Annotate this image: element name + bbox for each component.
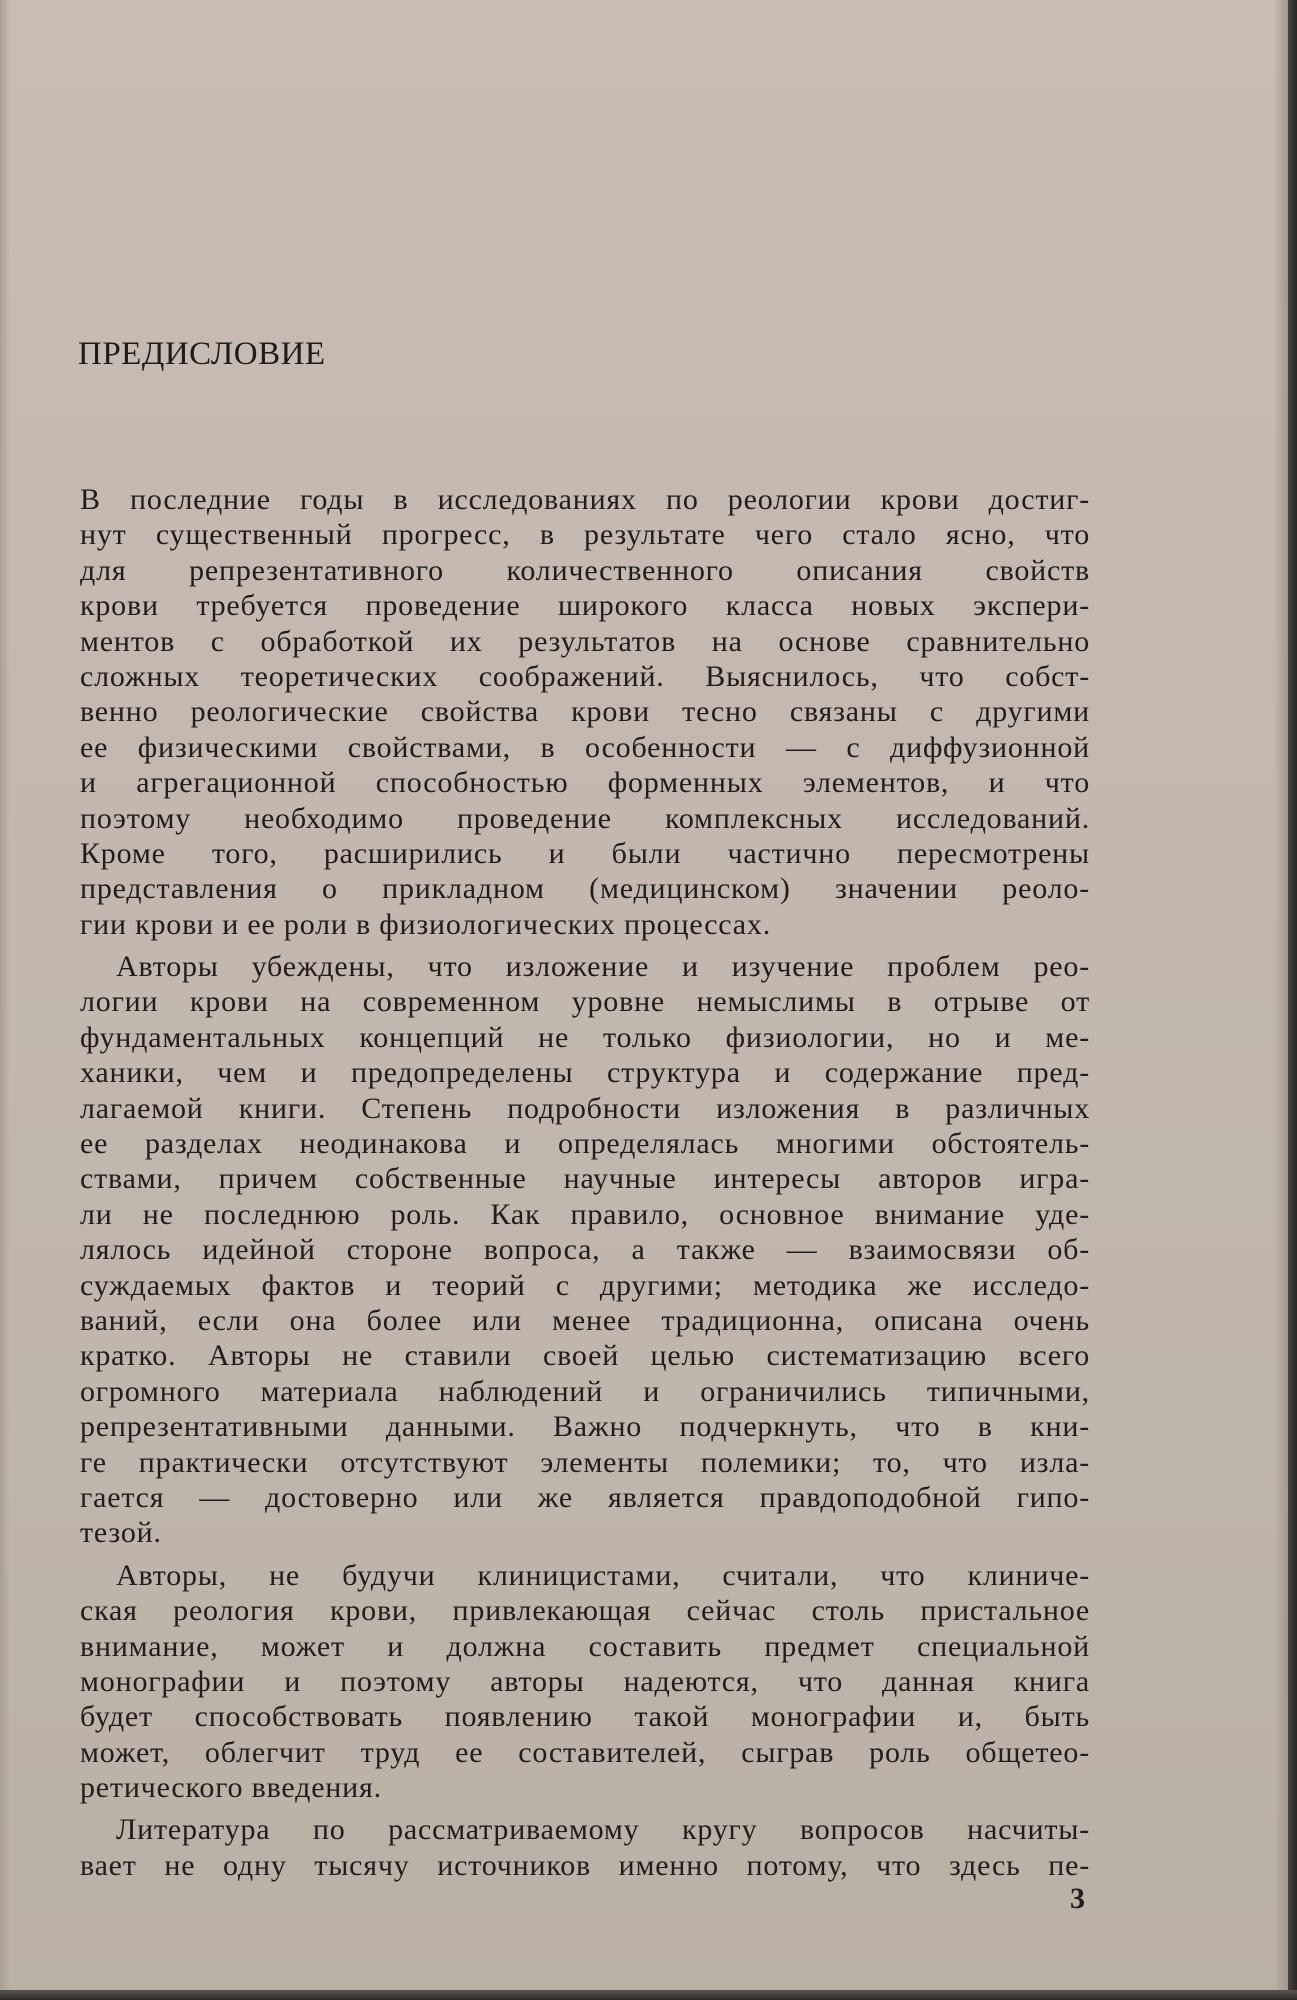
- text-line: Кроме того, расширились и были частично пересмотрены: [80, 836, 1090, 870]
- text-line: внимание, может и должна составить предмет специальной: [80, 1629, 1090, 1663]
- text-line: лагаемой книги. Степень подробности изложения в различных: [80, 1091, 1090, 1125]
- paragraph: [80, 949, 1090, 1551]
- text-line: лялось идейной стороне вопроса, а также — взаимосвязи об-: [80, 1233, 1090, 1267]
- text-line: Литература по рассматриваемому кругу вопросов насчиты-: [116, 1813, 1090, 1847]
- text-line: репрезентативными данными. Важно подчеркнуть, что в кни-: [80, 1410, 1090, 1444]
- text-line: гии крови и ее роли в физиологических процессах.: [80, 907, 772, 941]
- text-line: ее физическими свойствами, в особенности — с диффузионной: [80, 730, 1090, 764]
- text-line: ментов с обработкой их результатов на основе сравнительно: [80, 624, 1090, 658]
- text-line: может, облегчит труд ее составителей, сыграв роль общетео-: [80, 1735, 1090, 1769]
- text-line: ли не последнюю роль. Как правило, основное внимание уде-: [80, 1197, 1090, 1231]
- text-line: вает не одну тысячу источников именно потому, что здесь пе-: [80, 1848, 1090, 1882]
- text-line: тезой.: [80, 1516, 162, 1550]
- text-line: крови требуется проведение широкого класса новых экспери-: [80, 589, 1090, 623]
- text-line: ханики, чем и предопределены структура и содержание пред-: [80, 1056, 1090, 1090]
- text-line: гается — достоверно или же является правдоподобной гипо-: [80, 1480, 1090, 1514]
- text-line: ская реология крови, привлекающая сейчас столь пристальное: [80, 1594, 1090, 1628]
- paragraph: [80, 1558, 1090, 1806]
- text-line: Авторы, не будучи клиницистами, считали, что клиниче-: [116, 1558, 1090, 1592]
- text-line: венно реологические свойства крови тесно связаны с другими: [80, 695, 1090, 729]
- text-line: ретического введения.: [80, 1771, 382, 1805]
- text-line: ге практически отсутствуют элементы полемики; то, что изла-: [80, 1445, 1090, 1479]
- text-line: кратко. Авторы не ставили своей целью систематизацию всего: [80, 1339, 1090, 1373]
- paragraph: [80, 482, 1090, 942]
- page-edge-shadow-right: [1288, 0, 1297, 2000]
- text-line: нут существенный прогресс, в результате чего стало ясно, что: [80, 518, 1090, 552]
- page-heading: ПРЕДИСЛОВИЕ: [78, 336, 326, 372]
- text-line: представления о прикладном (медицинском) значении реоло-: [80, 872, 1090, 906]
- text-line: ствами, причем собственные научные интересы авторов игра-: [80, 1162, 1090, 1196]
- text-line: фундаментальных концепций не только физиологии, но и ме-: [80, 1020, 1090, 1054]
- body-text: [80, 482, 1090, 1890]
- text-line: поэтому необходимо проведение комплексных исследований.: [80, 801, 1090, 835]
- page-edge-shadow-bottom: [0, 1990, 1297, 2000]
- text-line: монографии и поэтому авторы надеются, что данная книга: [80, 1664, 1090, 1698]
- text-line: Авторы убеждены, что изложение и изучение проблем рео-: [116, 950, 1090, 984]
- text-line: огромного материала наблюдений и ограничились типичными,: [80, 1374, 1090, 1408]
- text-line: логии крови на современном уровне немыслимы в отрыве от: [80, 985, 1090, 1019]
- text-line: и агрегационной способностью форменных элементов, и что: [80, 766, 1090, 800]
- paragraph: [80, 1812, 1090, 1883]
- text-line: ее разделах неодинакова и определялась многими обстоятель-: [80, 1127, 1090, 1161]
- text-line: ваний, если она более или менее традиционна, описана очень: [80, 1303, 1090, 1337]
- text-line: будет способствовать появлению такой монографии и, быть: [80, 1700, 1090, 1734]
- text-line: В последние годы в исследованиях по реологии крови достиг-: [80, 483, 1090, 516]
- text-line: суждаемых фактов и теорий с другими; методика же исследо-: [80, 1268, 1090, 1302]
- text-line: сложных теоретических соображений. Выяснилось, что собст-: [80, 659, 1090, 693]
- page-number: 3: [1070, 1882, 1085, 1915]
- text-line: для репрезентативного количественного описания свойств: [80, 553, 1090, 587]
